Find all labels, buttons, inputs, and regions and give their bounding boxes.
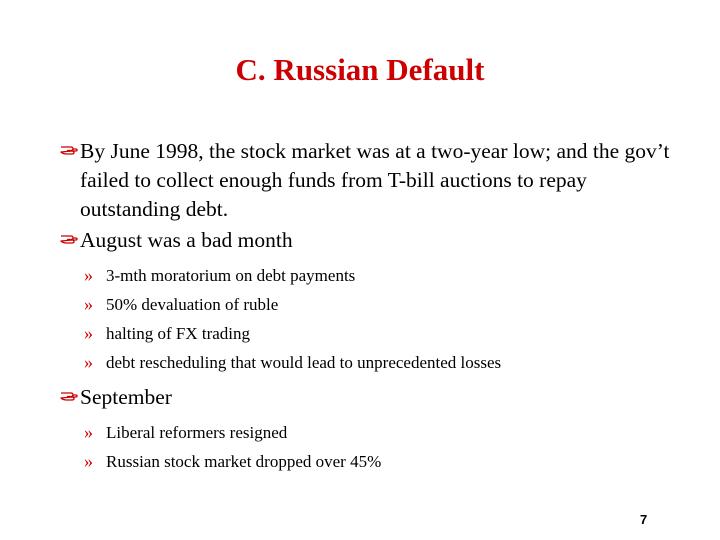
- sub-bullet-list: [60, 261, 680, 377]
- sub-bullet-text: Russian stock market dropped over 45%: [106, 452, 382, 471]
- pointing-hand-icon: [60, 385, 78, 407]
- sub-bullet-text: Liberal reformers resigned: [106, 423, 288, 442]
- sub-bullet: [60, 348, 680, 377]
- sub-bullet-text: halting of FX trading: [106, 324, 251, 343]
- sub-bullet: [60, 418, 680, 447]
- raquo-icon: »: [84, 422, 93, 442]
- sub-bullet-text: 50% devaluation of ruble: [106, 295, 279, 314]
- bullet-point: [60, 383, 680, 412]
- sub-bullet: [60, 261, 680, 290]
- bullet-point-text: August was a bad month: [80, 228, 293, 252]
- raquo-icon: »: [84, 294, 93, 314]
- bullet-point: [60, 226, 680, 255]
- pointing-hand-icon: [60, 228, 78, 250]
- bullet-point-text: September: [80, 385, 172, 409]
- raquo-icon: »: [84, 265, 93, 285]
- slide-title: C. Russian Default: [235, 52, 485, 87]
- slide-content: [60, 137, 680, 482]
- raquo-icon: »: [84, 451, 93, 471]
- sub-bullet-text: debt rescheduling that would lead to unprecedented losses: [106, 353, 502, 372]
- sub-bullet-list: [60, 418, 680, 476]
- raquo-icon: »: [84, 352, 93, 372]
- sub-bullet: [60, 319, 680, 348]
- pointing-hand-icon: [60, 139, 78, 161]
- sub-bullet: [60, 290, 680, 319]
- sub-bullet: [60, 447, 680, 476]
- bullet-point: [60, 137, 680, 224]
- bullet-point-text: By June 1998, the stock market was at a two-year low; and the gov’t failed to collect enough funds from T-bill auctions to repay outstanding debt.: [80, 139, 670, 221]
- raquo-icon: »: [84, 323, 93, 343]
- sub-bullet-text: 3-mth moratorium on debt payments: [106, 266, 356, 285]
- page-number: 7: [640, 512, 648, 527]
